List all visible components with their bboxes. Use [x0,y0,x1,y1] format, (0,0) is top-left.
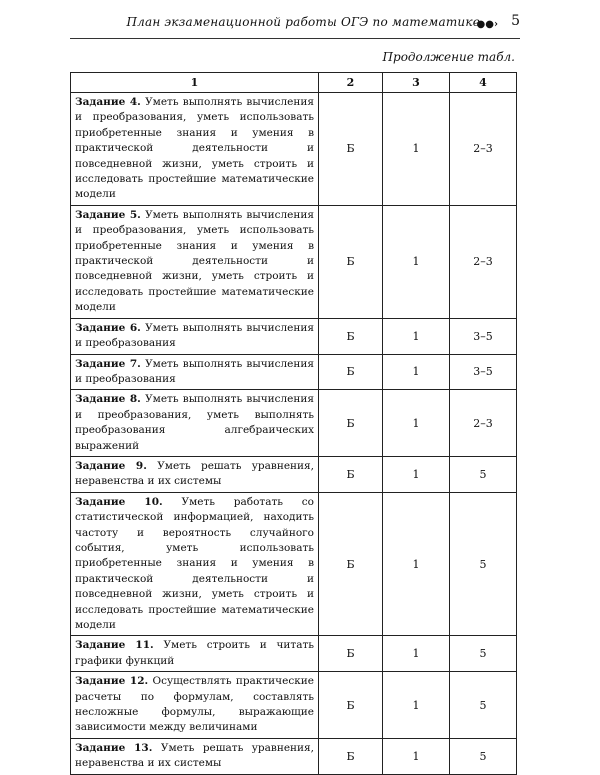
task-score-cell: 1 [383,672,450,739]
task-level-cell: Б [319,205,383,318]
task-description-cell [71,672,319,739]
task-name: Задание 12. [75,675,149,688]
task-score-cell: 1 [383,636,450,672]
table-row [71,318,517,354]
task-description-cell [71,636,319,672]
task-level-cell: Б [319,318,383,354]
table-header-row [71,73,517,93]
task-name: Задание 11. [75,639,154,652]
task-score-cell: 1 [383,354,450,390]
task-time-cell: 2–3 [450,93,517,206]
task-time-cell: 5 [450,492,517,636]
task-description-cell [71,492,319,636]
table-row [71,93,517,206]
task-name: Задание 6. [75,321,141,334]
task-level-cell: Б [319,354,383,390]
column-header: 1 [71,73,319,93]
table-row [71,672,517,739]
task-description-cell [71,354,319,390]
task-time-cell: 3–5 [450,354,517,390]
task-score-cell: 1 [383,205,450,318]
task-time-cell: 5 [450,636,517,672]
task-text: Уметь решать уравнения, неравенства и их системы [75,459,314,488]
page-header [70,8,520,39]
task-name: Задание 7. [75,357,141,370]
task-text: Осуществлять практические расчеты по формулам, составлять несложные формулы, выражающие зависимости между величинами [75,675,314,734]
task-level-cell: Б [319,672,383,739]
task-text: Уметь выполнять вычисления и преобразования, уметь выполнять преобразования алгебраических выражений [75,393,315,452]
task-time-cell: 2–3 [450,390,517,457]
task-time-cell: 3–5 [450,318,517,354]
task-level-cell: Б [319,456,383,492]
task-text: Уметь выполнять вычисления и преобразования, уметь использовать приобретенные знания и умения в практической деятельности и повседневной жизни, уметь строить и исследовать простейшие математические модели [75,96,315,201]
table-row [71,390,517,457]
table-row [71,456,517,492]
task-time-cell: 5 [450,456,517,492]
task-description-cell [71,205,319,318]
task-description-cell [71,738,319,774]
task-text: Уметь выполнять вычисления и преобразования [75,357,315,385]
running-title: План экзаменационной работы ОГЭ по математике [126,15,480,29]
task-description-cell [71,390,319,457]
task-description-cell [71,318,319,354]
task-text: Уметь строить и читать графики функций [75,639,315,667]
task-text: Уметь выполнять вычисления и преобразования [75,321,315,350]
task-score-cell: 1 [383,492,450,636]
task-name: Задание 8. [75,393,141,406]
task-time-cell: 2–3 [450,205,517,318]
task-score-cell: 1 [383,93,450,206]
task-name: Задание 5. [75,208,141,221]
table-row [71,205,517,318]
exam-plan-table [70,72,517,775]
task-level-cell: Б [319,93,383,206]
task-description-cell [71,456,319,492]
table-continuation-label: Продолжение табл. [382,50,515,64]
task-level-cell: Б [319,390,383,457]
task-name: Задание 4. [75,96,141,108]
table-row [71,636,517,672]
column-header: 4 [450,73,517,93]
table-row [71,492,517,636]
column-header: 2 [319,73,383,93]
task-score-cell: 1 [383,738,450,774]
task-text: Уметь выполнять вычисления и преобразования, уметь использовать приобретенные знания и умения в практической деятельности и повседневной жизни, уметь строить и исследовать простейшие математические модели [75,208,315,314]
task-name: Задание 10. [75,495,163,508]
task-name: Задание 9. [75,459,147,472]
task-score-cell: 1 [383,390,450,457]
task-score-cell: 1 [383,318,450,354]
task-time-cell: 5 [450,672,517,739]
task-text: Уметь работать со статистической информацией, находить частоту и вероятность случайного события, уметь использовать приобретенные знания и умения в практической деятельности и повседневной жизни, уметь строить и исследовать простейшие математические модели [75,495,315,631]
task-level-cell: Б [319,636,383,672]
task-text: Уметь решать уравнения, неравенства и их системы [75,741,314,770]
task-description-cell [71,93,319,206]
task-level-cell: Б [319,738,383,774]
page-number: 5 [511,13,520,29]
task-name: Задание 13. [75,741,153,754]
task-score-cell: 1 [383,456,450,492]
column-header: 3 [383,73,450,93]
table-row [71,738,517,774]
task-time-cell: 5 [450,738,517,774]
table-row [71,354,517,390]
task-level-cell: Б [319,492,383,636]
header-dots-icon: ●●› [476,19,498,30]
